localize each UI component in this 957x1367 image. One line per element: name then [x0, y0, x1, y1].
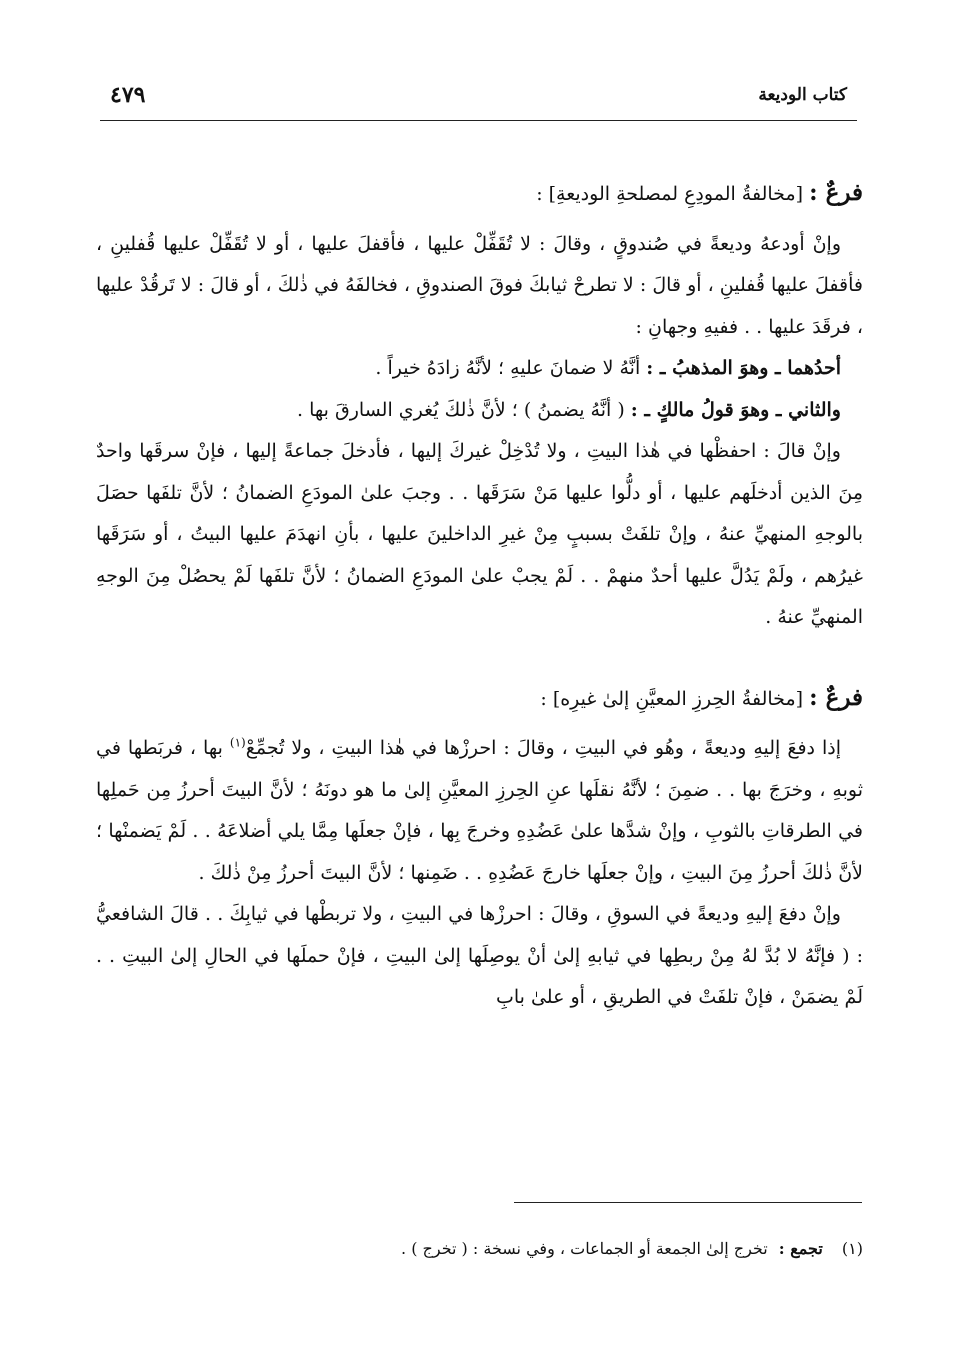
- footnote: [96, 1234, 863, 1264]
- header-divider: [100, 120, 857, 121]
- opinion-lead: والثاني ـ وهوَ قولُ مالكٍ ـ :: [630, 398, 841, 421]
- footnote-divider: [514, 1202, 862, 1203]
- footnote-text: تخرج إلىٰ الجمعة أو الجماعات ، وفي نسخة : ( تخرج ) .: [401, 1239, 768, 1258]
- paragraph-text: بها ، فربَطها في ثوبهِ ، وخرَجَ بها . . ضمِنَ ؛ لأنَّهُ نقلَها عنِ الحِرزِ المعيَّنِ إلىٰ ما هو دونَهُ ؛ لأنَّ البيتَ أحرزُ مِن حَملِها في الطرقاتِ بالثوبِ ، وإنْ شدَّها علىٰ عَضُدِهِ وخرجَ بِها ، فإنْ جعلَها مِمَّا يلي أضلاعَهُ . . لَمْ يَضمنْها ؛ لأنَّ ذٰلكَ أحرزُ مِنَ البيتِ ، وإنْ جعلَها خارجَ عَضُدِهِ . . ضَمِنها ؛ لأنَّ البيتَ أحرزُ مِنْ ذٰلكَ .: [96, 737, 863, 884]
- section-label: فرعٌ :: [809, 179, 863, 206]
- footnote-reference[interactable]: (١): [229, 735, 246, 750]
- section-label: فرعٌ :: [809, 683, 863, 711]
- book-title: كتاب الوديعة: [758, 85, 847, 105]
- footnote-term: تجمع :: [778, 1239, 823, 1258]
- opinion-second: [96, 390, 863, 432]
- footnote-number: (١): [841, 1239, 863, 1258]
- paragraph: وإنْ دفعَ إليهِ وديعةً في السوقِ ، وقالَ : احرزْها في البيتِ ، ولا تربطْها في ثيابِكَ . . قالَ الشافعيُّ : ( فإنَّهُ لا بُدَّ لهُ مِنْ ربطِها في ثيابهِ إلىٰ أنْ يوصِلَها إلىٰ البيتِ ، فإنْ حملَها في الحالِ إلىٰ البيتِ . . لَمْ يضمَنْ ، فإنْ تلفَتْ في الطريقِ ، أو علىٰ بابِ: [96, 903, 863, 1008]
- paragraph-text: إذا دفعَ إليهِ وديعةً ، وهُو في البيتِ ، وقالَ : احرزْها في هٰذا البيتِ ، ولا تُجمِّعْ: [245, 737, 842, 759]
- paragraph: [96, 728, 863, 894]
- opinion-lead: أحدُهما ـ وهوَ المذهبُ ـ :: [646, 357, 841, 379]
- section-heading: [96, 172, 863, 216]
- running-header: [110, 78, 847, 112]
- page-body: [96, 168, 863, 1019]
- paragraph: وإنْ أودعهُ وديعةً في صُندوقٍ ، وقالَ : لا تُقَفِّلْ عليها ، فأقفلَ عليها ، أو لا تُقَفِّلْ عليها قُفلينِ ، فأقفلَ عليها قُفلينِ ، أو قالَ : لا تطرحْ ثيابكَ فوقَ الصندوقِ ، فخالفَهُ في ذٰلكَ ، أو قالَ : لا تَرقُدْ عليها ، فرقَدَ عليها . . ففيهِ وجهانِ :: [96, 232, 863, 338]
- paragraph: وإنْ قالَ : احفظْها في هٰذا البيتِ ، ولا تُدْخِلْ غيركَ إليها ، فأدخلَ جماعةً إليها ، فإنْ سرقَها واحدٌ مِنَ الذين أدخلَهم عليها ، أو دلُّوا عليها مَنْ سَرَقَها . . وجبَ علىٰ المودَعِ الضمانُ ؛ لأنَّ تلفَها حصَلَ بالوجهِ المنهيِّ عنهُ ، وإنْ تلفَتْ بسببٍ مِنْ غيرِ الداخلينَ عليها ، بأنِ انهدَمَ عليها البيتُ ، أو سَرَقَها غيرُهم ، ولَمْ يَدُلَّ عليها أحدٌ منهمْ . . لَمْ يجبْ علىٰ المودَعِ الضمانُ ؛ لأنَّ تلفَها لَمْ يحصُلْ مِنَ الوجهِ المنهيِّ عنهُ .: [96, 440, 863, 628]
- page-number: ٤٧٩: [110, 82, 146, 108]
- opinion-text: ( أنَّهُ يضمنُ ) ؛ لأنَّ ذٰلكَ يُغري السارقَ بها .: [297, 398, 625, 421]
- opinion-first: [96, 348, 863, 390]
- opinion-text: أنَّهُ لا ضمانَ عليهِ ؛ لأنَّهُ زادَهُ خيراً .: [375, 357, 641, 379]
- section-heading: [96, 677, 863, 721]
- section-title: [مخالفةُ الحِرزِ المعيَّنِ إلىٰ غيرِه] :: [540, 687, 804, 710]
- section-title: [مخالفةُ المودِعِ لمصلحةِ الوديعةِ] :: [536, 183, 804, 205]
